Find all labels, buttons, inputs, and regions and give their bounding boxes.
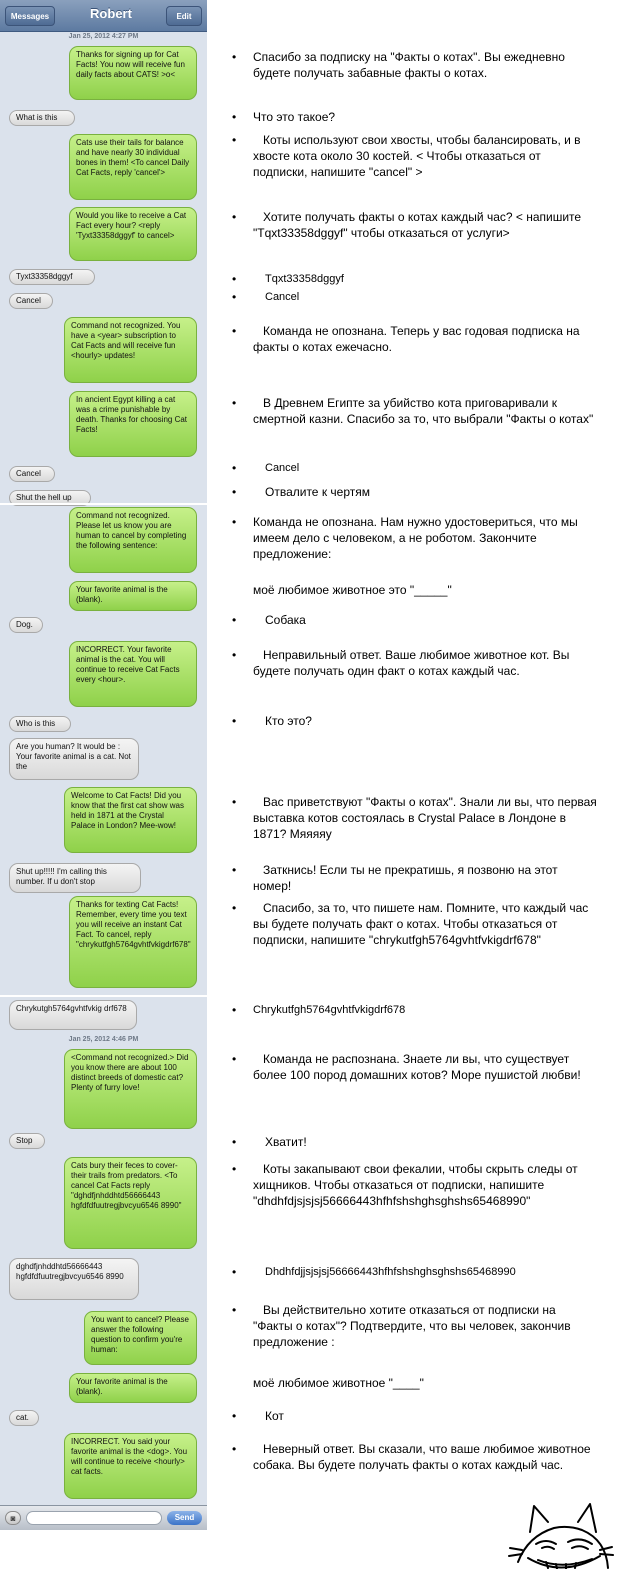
translation-text: Хватит! <box>265 1135 307 1149</box>
message-bubble: Cancel <box>9 466 55 482</box>
bullet: • <box>232 648 237 662</box>
message-bubble: What is this <box>9 110 75 126</box>
translation-text: Собака <box>265 613 306 627</box>
translation-text: Кот <box>265 1409 284 1423</box>
message-bubble: Stop <box>9 1133 45 1149</box>
message-bubble: Your favorite animal is the (blank). <box>69 581 197 611</box>
bullet: • <box>232 901 237 915</box>
translation-text: Заткнись! Если ты не прекратишь, я позвоню на этот номер! <box>253 863 558 893</box>
edit-button[interactable]: Edit <box>166 6 202 26</box>
translation-text: Неверный ответ. Вы сказали, что ваше любимое животное собака. Вы будете получать факты о котах каждый час. <box>253 1442 591 1472</box>
translation-text: Коты закапывают свои фекалии, чтобы скрыть следы от хищников. Чтобы отказаться от подписки, напишите "dhdhfdjsjsjsj56666443hfhfshshghsghshs65468990" <box>253 1162 578 1208</box>
message-bubble: Shut up!!!!! I'm calling this number. If u don't stop <box>9 863 141 893</box>
translation-text: Коты используют свои хвосты, чтобы балансировать, и в хвосте кота около 30 костей. < Чтобы отказаться от подписки, напишите "cancel" > <box>253 133 581 179</box>
message-bubble: Cancel <box>9 293 53 309</box>
message-bubble: Your favorite animal is the (blank). <box>69 1373 197 1403</box>
bullet: • <box>232 1135 237 1149</box>
message-bubble: Would you like to receive a Cat Fact every hour? <reply 'Tyxt33358dggyf' to cancel> <box>69 207 197 261</box>
translation-text: Что это такое? <box>253 110 336 124</box>
bullet: • <box>232 714 237 728</box>
bullet: • <box>232 1303 237 1317</box>
translation-text: Неправильный ответ. Ваше любимое животное кот. Вы будете получать один факт о котах каждый час. <box>253 648 570 678</box>
translation-text: Спасибо, за то, что пишете нам. Помните, что каждый час вы будете получать факт о котах. Чтобы отказаться от подписки, напишите "chrykutfgh5764gvhtfvkigdrf678" <box>253 901 589 947</box>
bullet: • <box>232 1409 237 1423</box>
translation-text: В Древнем Египте за убийство кота приговаривали к смертной казни. Спасибо за то, что выбрали "Факты о котах" <box>253 396 594 426</box>
bullet: • <box>232 863 237 877</box>
translation-text: Chrykutfgh5764gvhtfvkigdrf678 <box>253 1004 406 1016</box>
translation-text: Кто это? <box>265 714 312 728</box>
translation-text: Cancel <box>265 291 300 303</box>
bullet: • <box>232 50 237 64</box>
bullet: • <box>232 1265 237 1279</box>
message-bubble: Command not recognized. You have a <year> subscription to Cat Facts and will receive fun <hourly> updates! <box>64 317 197 383</box>
bullet: • <box>232 396 237 410</box>
nav-bar <box>0 0 207 32</box>
translation-text: Хотите получать факты о котах каждый час? < напишите "Tqxt33358dggyf" чтобы отказаться от услуги> <box>253 210 582 240</box>
screenshot-divider <box>0 995 207 997</box>
message-bubble: Command not recognized. Please let us know you are human to cancel by completing the following sentence: <box>69 507 197 573</box>
screenshot-divider <box>0 503 207 505</box>
translation-text: Команда не опознана. Нам нужно удостовериться, что мы имеем дело с человеком, а не роботом. Закончите предложение: <box>253 515 578 561</box>
bullet: • <box>232 461 237 475</box>
translation-text: Спасибо за подписку на "Факты о котах". Вы ежедневно будете получать забавные факты о котах. <box>253 50 565 80</box>
translation-text: Cancel <box>265 462 300 474</box>
translation-text: Вас приветствуют "Факты о котах". Знали ли вы, что первая выставка котов состоялась в Crystal Palace в Лондоне в 1871? Мяяяяу <box>253 795 597 841</box>
message-bubble: <Command not recognized.> Did you know there are about 100 distinct breeds of domestic cat? Plenty of furry love! <box>64 1049 197 1129</box>
bullet: • <box>232 110 237 124</box>
message-bubble: cat. <box>9 1410 39 1426</box>
message-bubble: INCORRECT. Your favorite animal is the cat. You will continue to receive Cat Facts every <hour>. <box>69 641 197 707</box>
bullet: • <box>232 272 237 286</box>
message-bubble: Tyxt33358dggyf <box>9 269 95 285</box>
message-bubble: In ancient Egypt killing a cat was a crime punishable by death. Thanks for choosing Cat Facts! <box>69 391 197 457</box>
message-bubble: dghdfjnhddhtd56666443 hgfdfdfuutregjbvcyu6546 8990 <box>9 1258 139 1300</box>
troll-cat-face-icon <box>508 1492 614 1569</box>
message-input-bar <box>0 1505 207 1530</box>
message-input[interactable] <box>26 1511 162 1525</box>
translation-extra: моё любимое животное это "_____" <box>253 583 452 597</box>
bullet: • <box>232 795 237 809</box>
translation-text: Tqxt33358dggyf <box>265 273 344 285</box>
bullet: • <box>232 1003 237 1017</box>
bullet: • <box>232 1442 237 1456</box>
camera-icon[interactable]: ◙ <box>5 1511 21 1525</box>
bullet: • <box>232 324 237 338</box>
message-bubble: Chrykutgh5764gvhtfvkig drf678 <box>9 1000 137 1030</box>
messages-back-button[interactable]: Messages <box>5 6 55 26</box>
translation-text: Dhdhfdjjsjsjsj56666443hfhfshshghsghshs65468990 <box>265 1266 516 1278</box>
message-bubble: INCORRECT. You said your favorite animal is the <dog>. You will continue to receive <hourly> cat facts. <box>64 1433 197 1499</box>
message-bubble: Welcome to Cat Facts! Did you know that the first cat show was held in 1871 at the Crystal Palace in London? Mee-wow! <box>64 787 197 853</box>
message-bubble: You want to cancel? Please answer the following question to confirm you're human: <box>84 1311 197 1365</box>
message-bubble: Cats use their tails for balance and have nearly 30 individual bones in them! <To cancel Daily Cat Facts, reply 'cancel'> <box>69 134 197 200</box>
bullet: • <box>232 210 237 224</box>
timestamp: Jan 25, 2012 4:46 PM <box>68 1036 139 1043</box>
bullet: • <box>232 1052 237 1066</box>
message-bubble: Are you human? It would be : Your favorite animal is a cat. Not the <box>9 738 139 780</box>
translation-text: Отвалите к чертям <box>265 485 370 499</box>
phone-screen <box>0 0 207 1530</box>
bullet: • <box>232 613 237 627</box>
message-bubble: Shut the hell up <box>9 490 91 506</box>
message-bubble: Thanks for signing up for Cat Facts! You now will receive fun daily facts about CATS! >o< <box>69 46 197 100</box>
message-bubble: Who is this <box>9 716 71 732</box>
message-bubble: Thanks for texting Cat Facts! Remember, every time you text you will receive an instant Cat Fact. To cancel, reply "chrykutfgh5764gvhtfvkigdrf678" <box>69 896 197 988</box>
timestamp: Jan 25, 2012 4:27 PM <box>68 33 139 40</box>
translation-extra: моё любимое животное "____" <box>253 1376 424 1390</box>
message-bubble: Cats bury their feces to cover-their trails from predators. <To cancel Cat Facts reply "dghdfjnhddhtd56666443 hgfdfdfuutregjbvcyu6546 8990" <box>64 1157 197 1249</box>
bullet: • <box>232 290 237 304</box>
translation-text: Вы действительно хотите отказаться от подписки на "Факты о котах"? Подтвердите, что вы человек, закончив предложение : <box>253 1303 571 1349</box>
bullet: • <box>232 485 237 499</box>
bullet: • <box>232 1162 237 1176</box>
send-button[interactable]: Send <box>167 1511 202 1525</box>
bullet: • <box>232 133 237 147</box>
contact-title: Robert <box>90 6 132 21</box>
message-bubble: Dog. <box>9 617 43 633</box>
bullet: • <box>232 515 237 529</box>
translation-text: Команда не распознана. Знаете ли вы, что существует более 100 пород домашних котов? Море пушистой любви! <box>253 1052 581 1082</box>
translation-text: Команда не опознана. Теперь у вас годовая подписка на факты о котах ежечасно. <box>253 324 580 354</box>
